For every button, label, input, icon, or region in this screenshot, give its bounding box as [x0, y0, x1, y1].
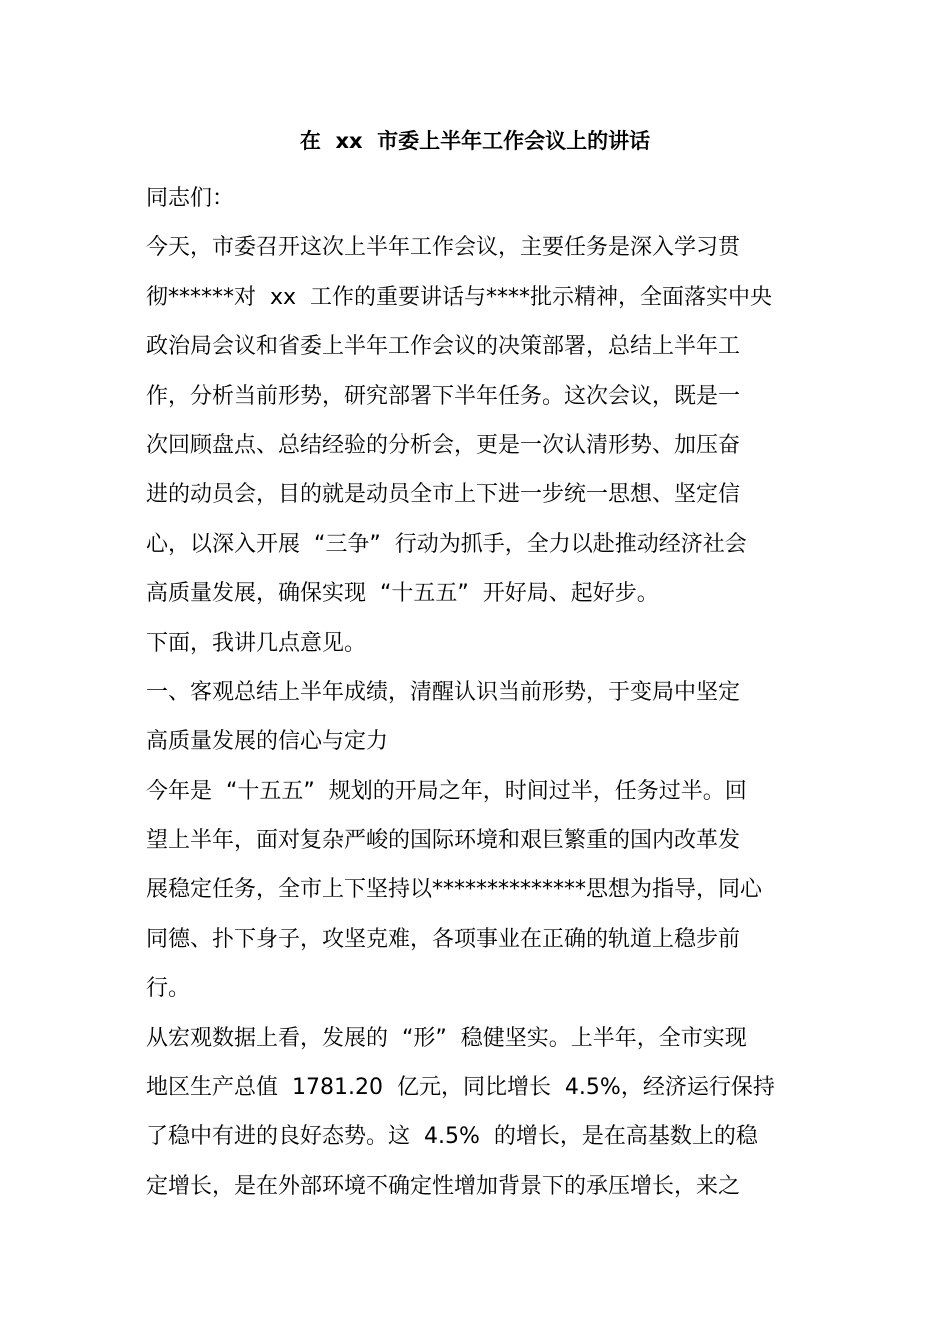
paragraph-line: 同德、扑下身子，攻坚克难，各项事业在正确的轨道上稳步前 — [146, 926, 741, 952]
paragraph-line: 作，分析当前形势，研究部署下半年任务。这次会议，既是一 — [146, 383, 741, 409]
paragraph-line: 了稳中有进的良好态势。这 4.5% 的增长，是在高基数上的稳 — [146, 1124, 758, 1150]
paragraph-line: 下面，我讲几点意见。 — [146, 630, 367, 656]
document-title: 在 xx 市委上半年工作会议上的讲话 — [299, 129, 651, 153]
paragraph-line: 政治局会议和省委上半年工作会议的决策部署，总结上半年工 — [146, 334, 741, 360]
paragraph-line: 望上半年，面对复杂严峻的国际环境和艰巨繁重的国内改革发 — [146, 828, 741, 854]
paragraph-line: 定增长，是在外部环境不确定性增加背景下的承压增长，来之 — [146, 1173, 741, 1199]
paragraph-line: 彻******对 xx 工作的重要讲话与****批示精神，全面落实中央 — [146, 284, 773, 310]
paragraph-line: 心，以深入开展 “三争” 行动为抓手，全力以赴推动经济社会 — [146, 531, 747, 557]
salutation-line: 同志们： — [146, 186, 235, 211]
paragraph-line: 今天，市委召开这次上半年工作会议，主要任务是深入学习贯 — [146, 235, 741, 261]
paragraph-line: 展稳定任务，全市上下坚持以**************思想为指导，同心 — [146, 877, 763, 903]
section-heading-line: 高质量发展的信心与定力 — [146, 729, 389, 755]
paragraph-line: 地区生产总值 1781.20 亿元，同比增长 4.5%，经济运行保持 — [146, 1075, 775, 1101]
paragraph-line: 高质量发展，确保实现 “十五五” 开好局、起好步。 — [146, 581, 659, 607]
paragraph-line: 行。 — [146, 976, 191, 1002]
section-heading-line: 一、客观总结上半年成绩，清醒认识当前形势，于变局中坚定 — [146, 679, 741, 705]
paragraph-line: 从宏观数据上看，发展的 “形” 稳健坚实。上半年，全市实现 — [146, 1025, 747, 1051]
document-body — [146, 174, 806, 1211]
paragraph-line: 次回顾盘点、总结经验的分析会，更是一次认清形势、加压奋 — [146, 432, 741, 458]
paragraph-line: 进的动员会，目的就是动员全市上下进一步统一思想、坚定信 — [146, 482, 741, 508]
paragraph-line: 今年是 “十五五” 规划的开局之年，时间过半，任务过半。回 — [146, 778, 747, 804]
